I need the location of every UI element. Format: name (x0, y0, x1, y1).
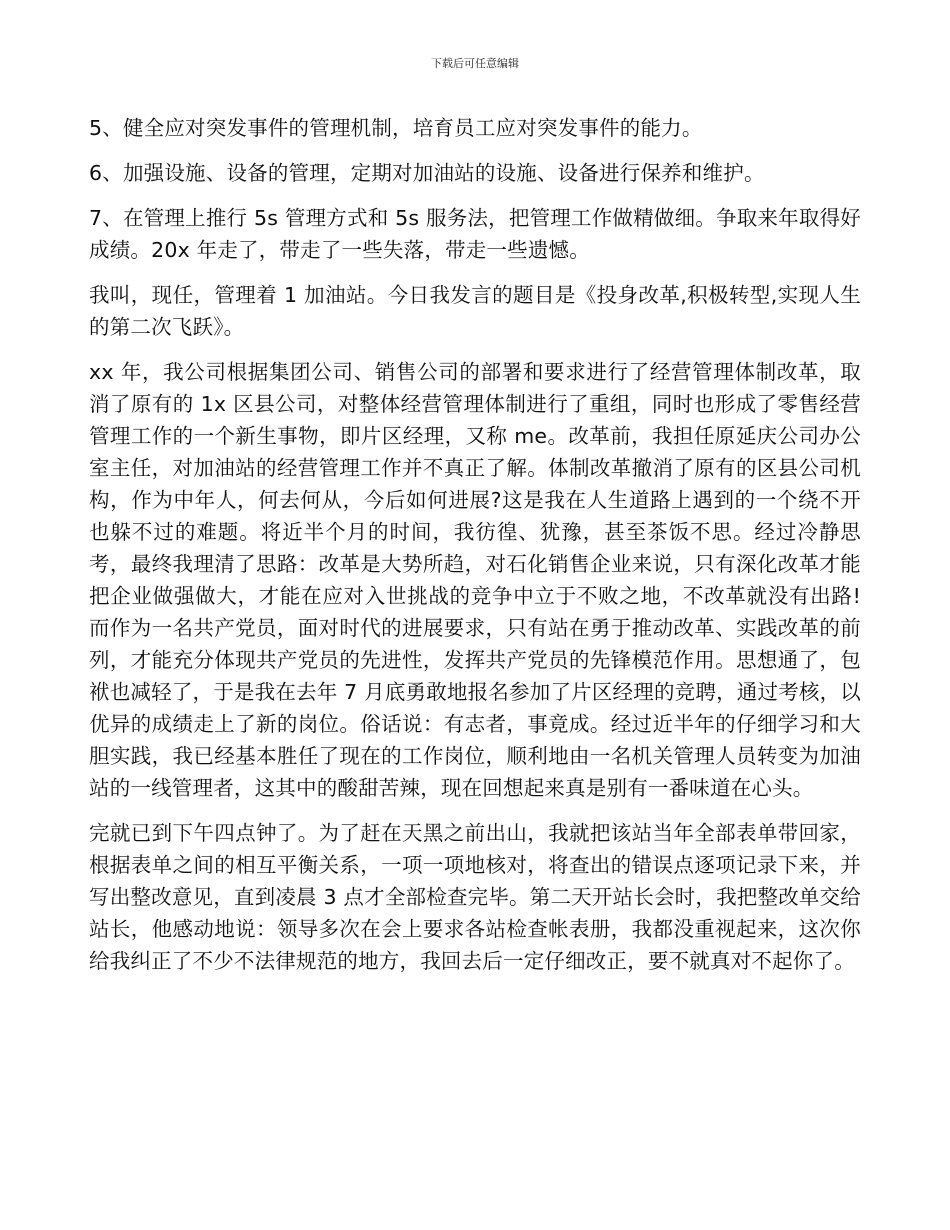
paragraph-item-7: 7、在管理上推行 5s 管理方式和 5s 服务法，把管理工作做精做细。争取来年取得好成绩。20x 年走了，带走了一些失落，带走一些遗憾。 (89, 206, 861, 262)
paragraph-inspection-story: 完就已到下午四点钟了。为了赶在天黑之前出山，我就把该站当年全部表单带回家，根据表单之间的相互平衡关系，一项一项地核对，将查出的错误点逐项记录下来，并写出整改意见，直到凌晨 3 点才全部检查完毕。第二天开站长会时，我把整改单交给站长，他感动地说：领导多次在会上要求各站检查帐表册，我都没重视起来，这次你给我纠正了不少不法律规范的地方，我回去后一定仔细改正，要不就真对不起你了。 (89, 821, 861, 973)
document-body (89, 112, 861, 990)
paragraph-item-6: 6、加强设施、设备的管理，定期对加油站的设施、设备进行保养和维护。 (89, 161, 765, 185)
paragraph-introduction: 我叫，现任，管理着 1 加油站。今日我发言的题目是《投身改革,积极转型,实现人生的第二次飞跃》。 (89, 283, 861, 339)
paragraph-item-5: 5、健全应对突发事件的管理机制，培育员工应对突发事件的能力。 (89, 116, 703, 140)
paragraph-reform-story: xx 年，我公司根据集团公司、销售公司的部署和要求进行了经营管理体制改革，取消了原有的 1x 区县公司，对整体经营管理体制进行了重组，同时也形成了零售经营管理工作的一个新生事物，即片区经理，又称 me。改革前，我担任原延庆公司办公室主任，对加油站的经营管理工作并不真正了解。体制改革撤消了原有的区县公司机构，作为中年人，何去何从，今后如何进展?这是我在人生道路上遇到的一个绕不开也躲不过的难题。将近半个月的时间，我彷徨、犹豫，甚至茶饭不思。经过冷静思考，最终我理清了思路：改革是大势所趋，对石化销售企业来说，只有深化改革才能把企业做强做大，才能在应对入世挑战的竞争中立于不败之地，不改革就没有出路!而作为一名共产党员，面对时代的进展要求，只有站在勇于推动改革、实践改革的前列，才能充分体现共产党员的先进性，发挥共产党员的先锋模范作用。思想通了，包袱也减轻了，于是我在去年 7 月底勇敢地报名参加了片区经理的竞聘，通过考核，以优异的成绩走上了新的岗位。俗话说：有志者，事竟成。经过近半年的仔细学习和大胆实践，我已经基本胜任了现在的工作岗位，顺利地由一名机关管理人员转变为加油站的一线管理者，这其中的酸甜苦辣，现在回想起来真是别有一番味道在心头。 (89, 360, 861, 800)
page-header: 下载后可任意编辑 (431, 57, 519, 70)
